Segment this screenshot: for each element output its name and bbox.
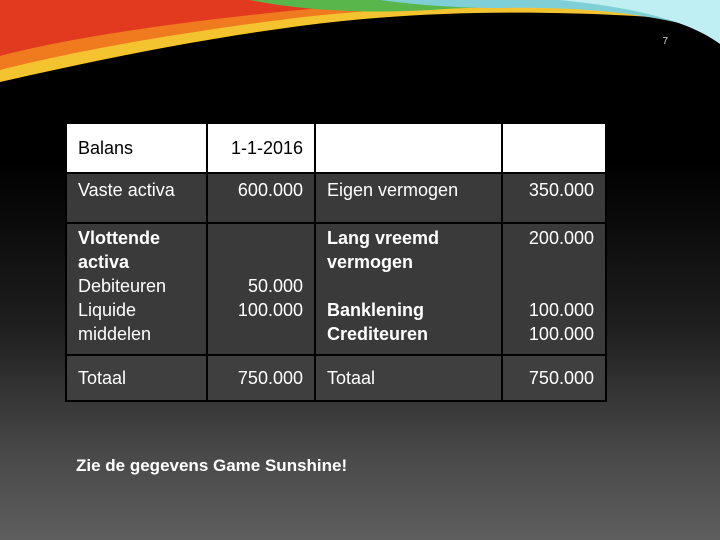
debiteuren-value: 50.000: [247, 276, 303, 296]
header-date: 1-1-2016: [207, 123, 315, 173]
lang-vreemd-vermogen-value: 200.000: [528, 228, 594, 248]
crediteuren-value: 100.000: [528, 324, 594, 344]
eigen-vermogen-label: Eigen vermogen: [315, 173, 502, 223]
banklening-label: Banklening: [327, 300, 425, 320]
eigen-vermogen-value: 350.000: [502, 173, 606, 223]
page-number: 7: [662, 36, 668, 47]
vlottende-activa-cell: [66, 223, 207, 355]
vaste-activa-label: Vaste activa: [66, 173, 207, 223]
decorative-swoosh: [0, 0, 720, 100]
table-row: [66, 173, 606, 223]
liquide-middelen-label: Liquide middelen: [78, 300, 152, 344]
totaal-left-label: Totaal: [66, 355, 207, 401]
balance-sheet-table: [65, 122, 607, 402]
totaal-left-value: 750.000: [207, 355, 315, 401]
vreemd-vermogen-cell: [315, 223, 502, 355]
note-text: Zie de gegevens Game Sunshine!: [76, 456, 348, 475]
debiteuren-label: Debiteuren: [78, 276, 167, 296]
table-header-row: [66, 123, 606, 173]
liquide-middelen-value: 100.000: [237, 300, 303, 320]
header-empty-2: [502, 123, 606, 173]
vaste-activa-value: 600.000: [207, 173, 315, 223]
crediteuren-label: Crediteuren: [327, 324, 429, 344]
banklening-value: 100.000: [528, 300, 594, 320]
totaal-right-value: 750.000: [502, 355, 606, 401]
vlottende-values-cell: [207, 223, 315, 355]
lang-vreemd-vermogen-label: Lang vreemd vermogen: [327, 228, 440, 272]
vlottende-activa-label: Vlottende activa: [78, 228, 161, 272]
header-balans: Balans: [66, 123, 207, 173]
vreemd-vermogen-values-cell: [502, 223, 606, 355]
table-row: [66, 223, 606, 355]
header-empty-1: [315, 123, 502, 173]
totaal-right-label: Totaal: [315, 355, 502, 401]
total-row: [66, 355, 606, 401]
